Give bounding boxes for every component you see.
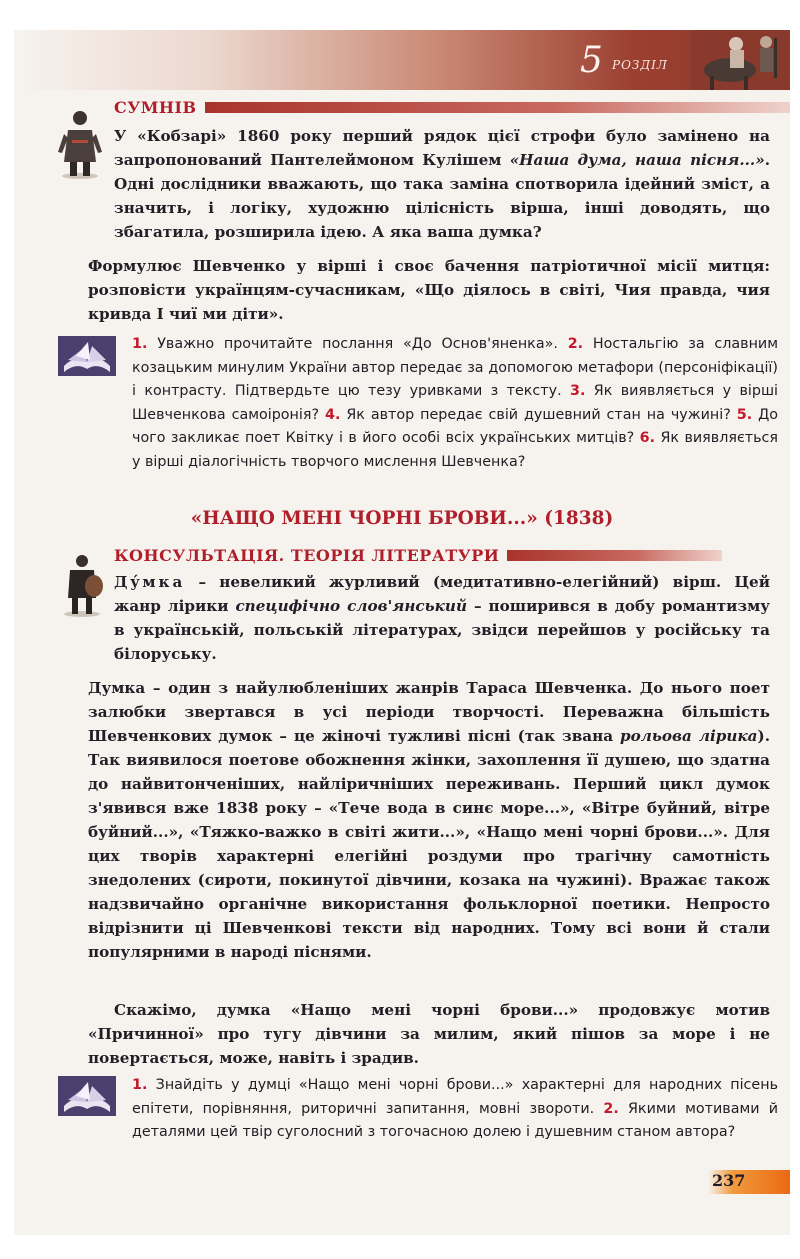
doubts-quote: «Наша дума, наша пісня...» [509, 151, 765, 169]
riders-illustration-icon [690, 30, 790, 90]
chapter-label: РОЗДІЛ [612, 58, 668, 72]
doubts-title: СУМНІВ [114, 97, 197, 117]
poem-title: «НАЩО МЕНІ ЧОРНІ БРОВИ...» (1838) [190, 508, 614, 529]
duma-paragraph: Думка – один з найулюбленіших жанрів Тараса Шевченка. До нього поет залюбки звертався в усі періоди творчості. Переважна більшість Шевченкових думок – це жіночі тужливі пісні (так звана рольова лірика). Так виявилося поетове обожнення жінки, захоплення її душею, що здатна до найвитонченіших, найліричніших переживань. Перший цикл думок з'явився вже 1838 року – «Тече вода в синє море...», «Вітре буйний, вітре буйний...», «Тяжко-важко в світі жити...», «Нащо мені чорні брови...». Для цих творів характерні елегійні роздуми про трагічну самотність знедолених (сироти, покинутої дівчини, козака на чужині). Вражає також надзвичайно органічне використання фольклорної поетики. Непросто відрізнити ці Шевченкові тексти від народних. Тому всі вони й стали популярними в народі піснями. [88, 679, 770, 961]
consultation-title: КОНСУЛЬТАЦІЯ. ТЕОРІЯ ЛІТЕРАТУРИ [114, 545, 500, 565]
term-duma: Дýмка [114, 573, 186, 591]
open-book-icon [58, 336, 116, 376]
kobzar-figure-icon [60, 552, 106, 618]
doubts-section-header [114, 96, 790, 118]
cossack-figure-icon [58, 108, 102, 180]
chapter-header-band [14, 30, 790, 90]
questions-block-1: 1. Уважно прочитайте послання «До Основ'яненка». 2. Ностальгію за славним козацьким минулим України автор передає за допомогою метафори (персоніфікації) і контрасту. Підтвердьте цю тезу уривками з тексту. 3. Як виявляється у вірші Шевченкова самоіронія? 4. Як автор передає свій душевний стан на чужині? 5. До чого закликає поет Квітку і в його особі всіх українських митців? 6. Як виявляється у вірші діалогічність творчого мислення Шевченка? [132, 336, 779, 470]
doubts-text: У «Кобзарі» 1860 року перший рядок цієї строфи було замінено на запропонований Пантелеймоном Кулішем «Наша дума, наша пісня...». Одні дослідники вважають, що така заміна спотворила ідейний зміст, а значить, і логіку, художню цілісність вірша, інші доводять, що збагатила, розширила ідею. А яка ваша думка? [114, 127, 770, 241]
section-divider-bar [205, 102, 790, 113]
textbook-page [14, 30, 790, 1235]
mission-paragraph: Формулює Шевченко у вірші і своє бачення патріотичної місії митця: розповісти українцям-сучасникам, «Що діялось в світі, Чия правда, чия кривда І чиї ми діти». [88, 257, 770, 323]
open-book-icon [58, 1076, 116, 1116]
page-number-tab [708, 1170, 790, 1194]
motif-paragraph: Скажімо, думка «Нащо мені чорні брови...» продовжує мотив «Причинної» про тугу дівчини за милим, який пішов за море і не повертається, може, навіть і зрадив. [88, 1001, 770, 1067]
questions-block-2: 1. Знайдіть у думці «Нащо мені чорні брови...» характерні для народних пісень епітети, порівняння, риторичні запитання, мовні звороти. 2. Якими мотивами й деталями цей твір суголосний з тогочасною долею і душевним станом автора? [132, 1077, 779, 1140]
consultation-text: Дýмка – невеликий журливий (медитативно-елегійний) вірш. Цей жанр лірики специфічно слов'янський – поширився в добу романтизму в українській, польській літературах, звідси перейшов у російську та білоруську. [114, 573, 770, 663]
chapter-number: 5 [580, 40, 603, 81]
page-number: 237 [712, 1171, 746, 1190]
section-divider-bar [507, 550, 722, 561]
consultation-section-header [114, 544, 722, 566]
